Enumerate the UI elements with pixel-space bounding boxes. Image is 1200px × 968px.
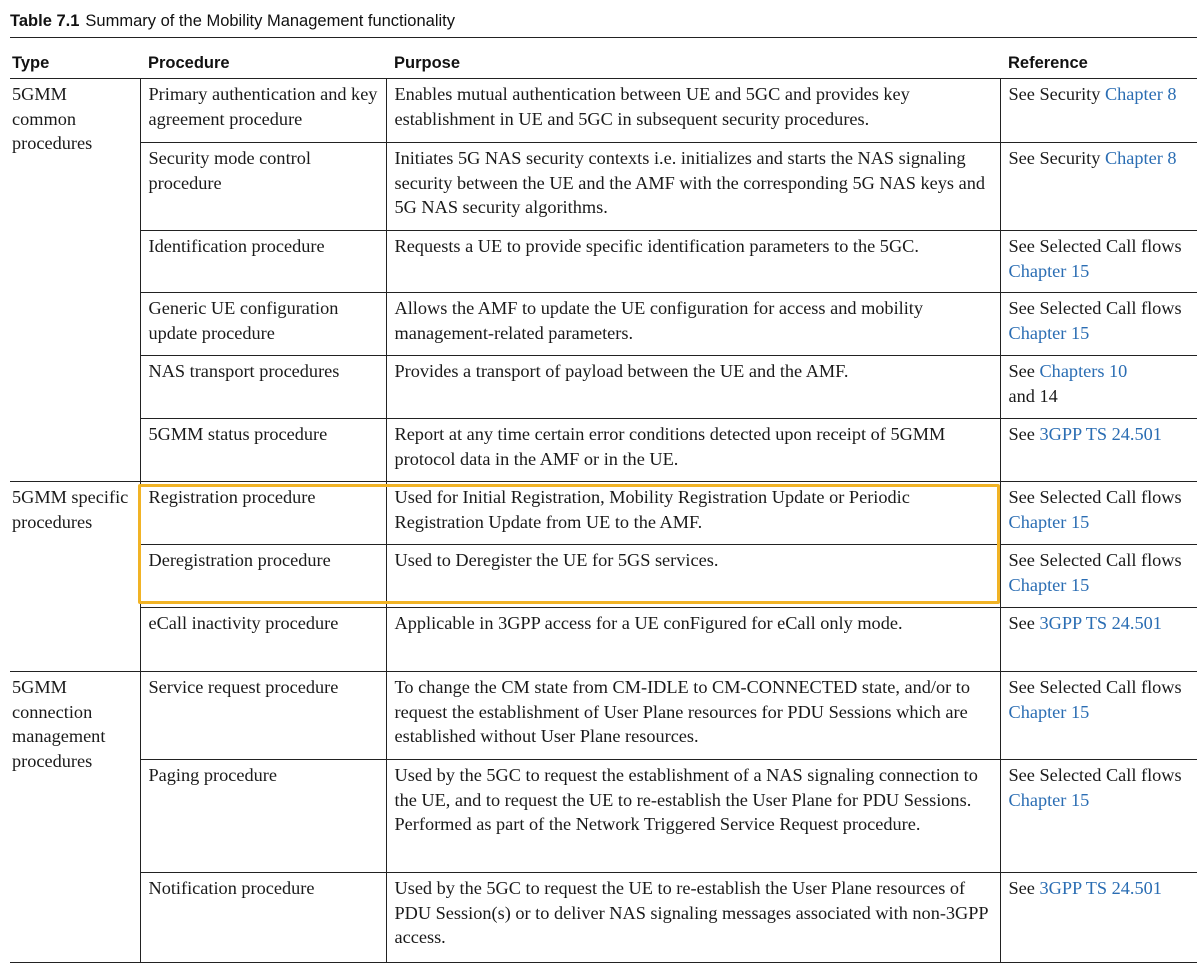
purpose-cell: Report at any time certain error conditions detected upon receipt of 5GMM protocol data in the AMF or in the UE. xyxy=(386,419,1000,482)
reference-link[interactable]: Chapter 8 xyxy=(1104,84,1177,104)
purpose-cell: Requests a UE to provide specific identification parameters to the 5GC. xyxy=(386,231,1000,293)
header-reference: Reference xyxy=(1000,48,1197,79)
type-cell: 5GMM common procedures xyxy=(10,79,140,482)
reference-text: See xyxy=(1008,361,1035,381)
purpose-cell: Used by the 5GC to request the establishment of a NAS signaling connection to the UE, and to request the UE to re-establish the User Plane for PDU Sessions. Performed as part of the Network Triggered Service Request procedure. xyxy=(386,760,1000,873)
table-caption-label: Table 7.1 xyxy=(10,12,80,30)
reference-cell xyxy=(1000,293,1197,356)
header-purpose: Purpose xyxy=(386,48,1000,79)
reference-text: See Selected Call flows xyxy=(1008,677,1182,697)
table-row xyxy=(10,293,1197,356)
procedure-cell: Service request procedure xyxy=(140,672,386,760)
caption-rule xyxy=(10,37,1197,38)
reference-text: See Security xyxy=(1008,84,1101,104)
reference-cell xyxy=(1000,873,1197,963)
mobility-management-table xyxy=(10,48,1197,963)
type-cell: 5GMM connection management procedures xyxy=(10,672,140,963)
reference-link[interactable]: Chapters 10 xyxy=(1039,361,1128,381)
reference-cell xyxy=(1000,419,1197,482)
header-type: Type xyxy=(10,48,140,79)
reference-cell xyxy=(1000,356,1197,419)
table-header-row xyxy=(10,48,1197,79)
purpose-cell: Used to Deregister the UE for 5GS services. xyxy=(386,545,1000,608)
reference-link[interactable]: Chapter 15 xyxy=(1008,789,1090,810)
reference-cell xyxy=(1000,231,1197,293)
reference-cell xyxy=(1000,545,1197,608)
reference-link[interactable]: Chapter 15 xyxy=(1008,511,1090,532)
procedure-cell: Generic UE configuration update procedure xyxy=(140,293,386,356)
table-body xyxy=(10,79,1197,963)
purpose-cell: Used by the 5GC to request the UE to re-establish the User Plane resources of PDU Session(s) or to deliver NAS signaling messages associated with non-3GPP access. xyxy=(386,873,1000,963)
reference-cell xyxy=(1000,79,1197,143)
procedure-cell: Security mode control procedure xyxy=(140,143,386,231)
reference-link[interactable]: 3GPP TS 24.501 xyxy=(1039,878,1162,898)
table-row xyxy=(10,608,1197,672)
table-row xyxy=(10,231,1197,293)
reference-link[interactable]: Chapter 15 xyxy=(1008,701,1090,722)
reference-cell xyxy=(1000,672,1197,760)
table-row xyxy=(10,482,1197,545)
reference-link[interactable]: 3GPP TS 24.501 xyxy=(1039,424,1162,444)
reference-link[interactable]: Chapter 15 xyxy=(1008,260,1090,281)
procedure-cell: Paging procedure xyxy=(140,760,386,873)
reference-text: See xyxy=(1008,878,1035,898)
purpose-cell: Initiates 5G NAS security contexts i.e. initializes and starts the NAS signaling security between the UE and the AMF with the corresponding 5G NAS keys and 5G NAS security algorithms. xyxy=(386,143,1000,231)
reference-text: See Selected Call flows xyxy=(1008,765,1182,785)
reference-suffix: and 14 xyxy=(1008,385,1058,406)
procedure-cell: NAS transport procedures xyxy=(140,356,386,419)
reference-cell xyxy=(1000,760,1197,873)
table-caption-title: Summary of the Mobility Management functionality xyxy=(85,12,455,30)
reference-cell xyxy=(1000,143,1197,231)
reference-text: See Selected Call flows xyxy=(1008,298,1182,318)
table-row xyxy=(10,356,1197,419)
procedure-cell: Notification procedure xyxy=(140,873,386,963)
reference-text: See xyxy=(1008,424,1035,444)
table-row xyxy=(10,760,1197,873)
reference-text: See Selected Call flows xyxy=(1008,550,1182,570)
purpose-cell: Used for Initial Registration, Mobility Registration Update or Periodic Registration Update from UE to the AMF. xyxy=(386,482,1000,545)
table-row xyxy=(10,672,1197,760)
reference-cell xyxy=(1000,482,1197,545)
reference-link[interactable]: 3GPP TS 24.501 xyxy=(1039,613,1162,633)
purpose-cell: Allows the AMF to update the UE configuration for access and mobility management-related parameters. xyxy=(386,293,1000,356)
purpose-cell: Applicable in 3GPP access for a UE conFigured for eCall only mode. xyxy=(386,608,1000,672)
reference-text: See Security xyxy=(1008,148,1101,168)
procedure-cell: Registration procedure xyxy=(140,482,386,545)
table-row xyxy=(10,419,1197,482)
table-row xyxy=(10,143,1197,231)
header-procedure: Procedure xyxy=(140,48,386,79)
table-row xyxy=(10,79,1197,143)
reference-link[interactable]: Chapter 15 xyxy=(1008,322,1090,343)
reference-link[interactable]: Chapter 15 xyxy=(1008,574,1090,595)
table-caption xyxy=(10,8,1198,34)
procedure-cell: Deregistration procedure xyxy=(140,545,386,608)
procedure-cell: 5GMM status procedure xyxy=(140,419,386,482)
reference-text: See xyxy=(1008,613,1035,633)
type-cell: 5GMM specific procedures xyxy=(10,482,140,672)
document-page xyxy=(10,8,1198,947)
table-row xyxy=(10,873,1197,963)
purpose-cell: Provides a transport of payload between the UE and the AMF. xyxy=(386,356,1000,419)
procedure-cell: Primary authentication and key agreement procedure xyxy=(140,79,386,143)
reference-cell xyxy=(1000,608,1197,672)
reference-link[interactable]: Chapter 8 xyxy=(1104,148,1177,168)
purpose-cell: Enables mutual authentication between UE and 5GC and provides key establishment in UE and 5GC in subsequent security procedures. xyxy=(386,79,1000,143)
procedure-cell: Identification procedure xyxy=(140,231,386,293)
purpose-cell: To change the CM state from CM-IDLE to CM-CONNECTED state, and/or to request the establishment of User Plane resources for PDU Sessions which are established without User Plane resources. xyxy=(386,672,1000,760)
reference-text: See Selected Call flows xyxy=(1008,236,1182,256)
table-row xyxy=(10,545,1197,608)
reference-text: See Selected Call flows xyxy=(1008,487,1182,507)
procedure-cell: eCall inactivity procedure xyxy=(140,608,386,672)
